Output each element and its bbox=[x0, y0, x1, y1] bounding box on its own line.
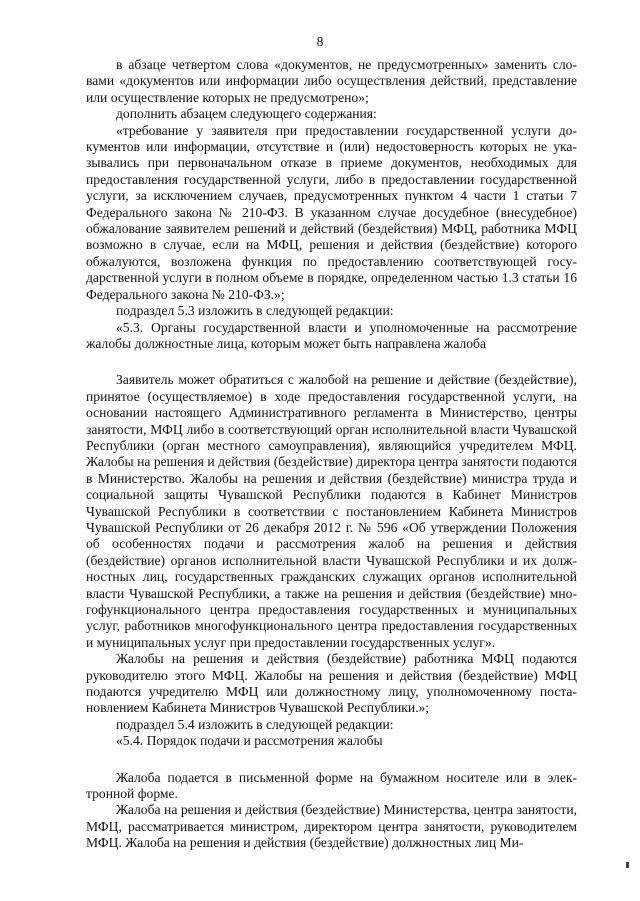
paragraph: «требование у заявителя при предоставлении государственной услуги документов или информации, отсутствие и (или) недостоверность которых не указывались при первоначальном отказе в приеме документов, необходимых для предоставления государственной услуги, либо в предоставлении государственной услуги, за исключением случаев, предусмотренных пунктом 4 части 1 статьи 7 Федерального закона № 210-ФЗ. В указанном случае досудебное (внесудебное) обжалование заявителем решений и действий (бездействия) МФЦ, работника МФЦ возможно в случае, если на МФЦ, решения и действия (бездействие) которого обжалуются, возложена функция по предоставлению соответствующей государственной услуги в полном объеме в порядке, определенном частью 1.3 статьи 16 Федерального закона № 210-ФЗ.»; bbox=[86, 122, 577, 302]
spacer bbox=[86, 750, 577, 770]
paragraph: Жалоба на решения и действия (бездействие) Министерства, центра занятости, МФЦ, рассматривается министром, директором центра занятости, руководителем МФЦ. Жалоба на решения и действия (бездействие) должностных лиц Ми- bbox=[86, 802, 577, 851]
paragraph: подраздел 5.4 изложить в следующей редакции: bbox=[116, 716, 394, 732]
document-body bbox=[86, 57, 577, 852]
section-heading-5-4: «5.4. Порядок подачи и рассмотрения жалобы bbox=[116, 733, 383, 749]
paragraph: Жалоба подается в письменной форме на бумажном носителе или в электронной форме. bbox=[86, 769, 577, 802]
spacer bbox=[86, 352, 577, 372]
paragraph: подраздел 5.3 изложить в следующей редакции: bbox=[116, 303, 394, 319]
scan-artifact bbox=[626, 862, 629, 868]
paragraph: дополнить абзацем следующего содержания: bbox=[116, 106, 377, 122]
paragraph: в абзаце четвертом слова «документов, не предусмотренных» заменить словами «документов или информации либо осуществления действий, представление или осуществление которых не предусмотрено»; bbox=[86, 57, 577, 105]
page-number: 8 bbox=[316, 34, 324, 49]
paragraph: Жалобы на решения и действия (бездействие) работника МФЦ подаются руководителю этого МФЦ. Жалобы на решения и действия (бездействие) МФЦ подаются учредителю МФЦ или должностному лицу, уполномоченному постановлением Кабинета Министров Чувашской Республики.»; bbox=[86, 651, 577, 716]
section-heading-5-3: «5.3. Органы государственной власти и уполномоченные на рассмотрение жалобы должностные лица, которым может быть направлена жалоба bbox=[86, 319, 577, 351]
paragraph: Заявитель может обратиться с жалобой на решение и действие (бездействие), принятое (осуществляемое) в ходе предоставления государственной услуги, на основании настоящего Административного регламента в Министерство, центры занятости, МФЦ либо в соответствующий орган исполнительной власти Чувашской Республики (орган местного самоуправления), являющийся учредителем МФЦ. Жалобы на решения и действия (бездействие) директора центра занятости подаются в Министерство. Жалобы на решения и действия (бездействие) министра труда и социальной защиты Чувашской Республики подаются в Кабинет Министров Чувашской Республики в соответствии с постановлением Кабинета Министров Чувашской Республики от 26 декабря 2012 г. № 596 «Об утверждении Положения об особенностях подачи и рассмотрения жалоб на решения и действия (бездействие) органов исполнительной власти Чувашской Республики и их должностных лиц, государственных гражданских служащих органов исполнительной власти Чувашской Республики, а также на решения и действия (бездействие) многофункционального центра предоставления государственных и муниципальных услуг, работников многофункционального центра предоставления государственных и муниципальных услуг при предоставлении государственных услуг». bbox=[86, 372, 577, 650]
